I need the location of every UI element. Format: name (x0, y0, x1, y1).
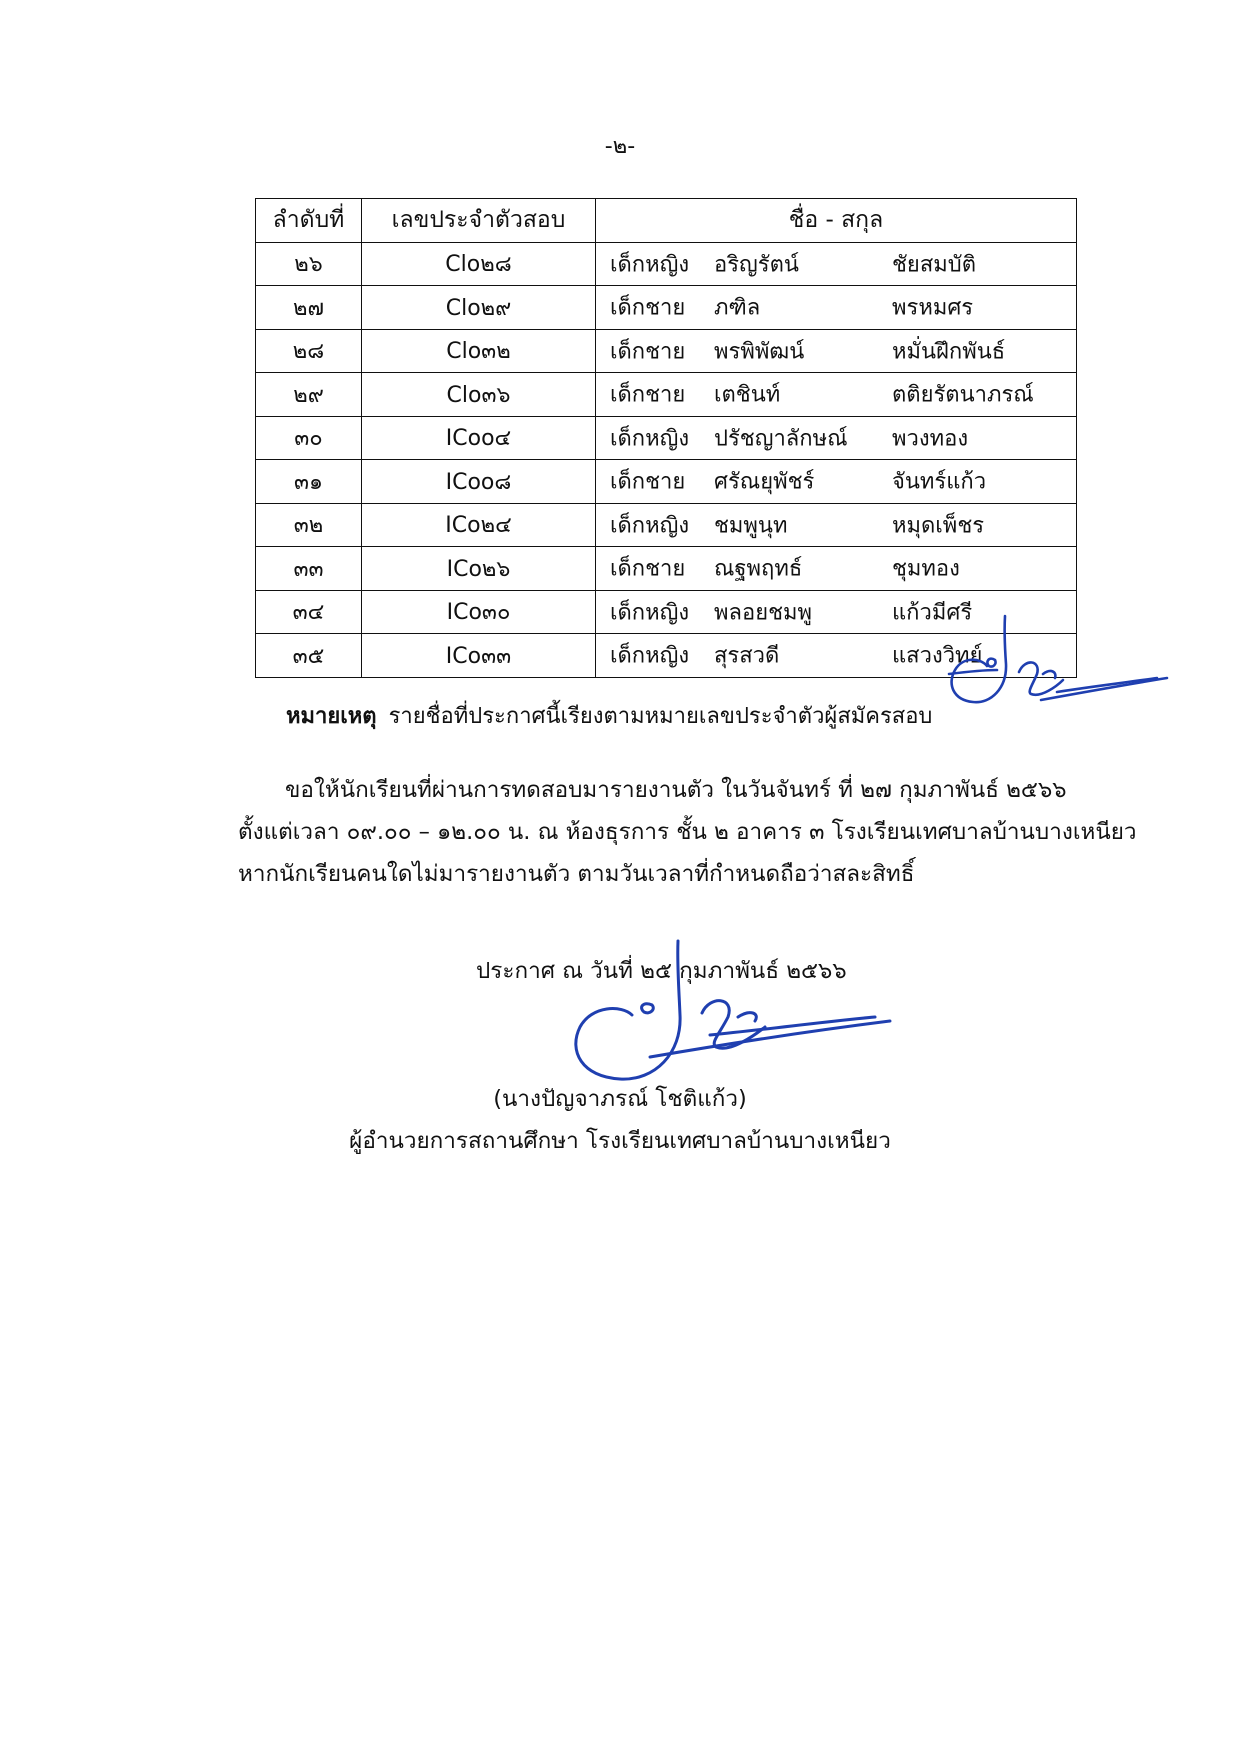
cell-full-name (596, 242, 1077, 286)
cell-no: ๓๕ (256, 634, 362, 678)
student-title: เด็กชาย (610, 295, 686, 321)
cell-exam-id: Clo๒๘ (362, 242, 596, 286)
body-line-2: ตั้งแต่เวลา ๐๙.๐๐ – ๑๒.๐๐ น. ณ ห้องธุรการ ชั้น ๒ อาคาร ๓ โรงเรียนเทศบาลบ้านบางเหนียว (238, 819, 1137, 845)
cell-no: ๓๔ (256, 590, 362, 634)
student-first-name: ณฐพฤทธ์ (714, 556, 803, 582)
student-title: เด็กชาย (610, 469, 686, 495)
cell-no: ๓๓ (256, 547, 362, 591)
announcement-date: ประกาศ ณ วันที่ ๒๕ กุมภาพันธ์ ๒๕๖๖ (476, 958, 847, 984)
table-row (256, 242, 1077, 286)
table-header-row (256, 199, 1077, 243)
cell-full-name (596, 503, 1077, 547)
student-last-name: จันทร์แก้ว (892, 469, 987, 495)
cell-full-name (596, 373, 1077, 417)
cell-no: ๒๙ (256, 373, 362, 417)
student-title: เด็กชาย (610, 382, 686, 408)
table-row (256, 286, 1077, 330)
cell-exam-id: ICo๓๐ (362, 590, 596, 634)
cell-exam-id: Clo๓๖ (362, 373, 596, 417)
cell-exam-id: ICo๒๔ (362, 503, 596, 547)
student-first-name: ปรัชญาลักษณ์ (714, 426, 848, 452)
cell-exam-id: ICo๒๖ (362, 547, 596, 591)
cell-exam-id: ICoo๔ (362, 416, 596, 460)
cell-exam-id: ICoo๘ (362, 460, 596, 504)
student-title: เด็กหญิง (610, 643, 690, 669)
student-last-name: พวงทอง (892, 426, 969, 452)
cell-exam-id: Clo๒๙ (362, 286, 596, 330)
table-row (256, 547, 1077, 591)
signer-name: (นางปัญจาภรณ์ โชติแก้ว) (493, 1086, 747, 1112)
cell-exam-id: Clo๓๒ (362, 329, 596, 373)
cell-exam-id: ICo๓๓ (362, 634, 596, 678)
student-first-name: ภฑิล (714, 295, 761, 321)
cell-no: ๓๐ (256, 416, 362, 460)
header-exam-id: เลขประจำตัวสอบ (362, 199, 596, 243)
student-first-name: พรพิพัฒน์ (714, 339, 805, 365)
student-first-name: อริญรัตน์ (714, 252, 799, 278)
student-title: เด็กหญิง (610, 600, 690, 626)
student-first-name: ศรัณยุพัชร์ (714, 469, 815, 495)
student-last-name: หมั่นฝึกพันธ์ (892, 339, 1006, 365)
note-label: หมายเหตุ (286, 704, 377, 729)
student-first-name: ชมพูนุท (714, 513, 788, 539)
student-first-name: เตชินท์ (714, 382, 781, 408)
signer-position: ผู้อำนวยการสถานศึกษา โรงเรียนเทศบาลบ้านบางเหนียว (349, 1128, 891, 1154)
student-title: เด็กชาย (610, 339, 686, 365)
student-title: เด็กหญิง (610, 513, 690, 539)
student-first-name: พลอยชมพู (714, 600, 813, 626)
header-full-name: ชื่อ - สกุล (596, 199, 1077, 243)
table-row (256, 416, 1077, 460)
table-row (256, 329, 1077, 373)
student-title: เด็กชาย (610, 556, 686, 582)
student-roster-table (255, 198, 1077, 678)
signature-image (560, 935, 920, 1085)
student-last-name: แสวงวิทย์ (892, 643, 983, 669)
cell-no: ๒๗ (256, 286, 362, 330)
cell-no: ๒๘ (256, 329, 362, 373)
student-last-name: ชัยสมบัติ (892, 252, 977, 278)
header-no: ลำดับที่ (256, 199, 362, 243)
note-text: รายชื่อที่ประกาศนี้เรียงตามหมายเลขประจำตัวผู้สมัครสอบ (388, 704, 933, 729)
cell-no: ๓๑ (256, 460, 362, 504)
cell-no: ๓๒ (256, 503, 362, 547)
cell-full-name (596, 416, 1077, 460)
table-row (256, 460, 1077, 504)
student-first-name: สุรสวดี (714, 643, 780, 669)
student-last-name: ตติยรัตนาภรณ์ (892, 382, 1034, 408)
cell-full-name (596, 460, 1077, 504)
cell-full-name (596, 286, 1077, 330)
table-row (256, 503, 1077, 547)
page-number: -๒- (604, 134, 636, 159)
student-last-name: พรหมศร (892, 295, 974, 321)
body-line-1: ขอให้นักเรียนที่ผ่านการทดสอบมารายงานตัว ในวันจันทร์ ที่ ๒๗ กุมภาพันธ์ ๒๕๖๖ (285, 777, 1067, 803)
note (286, 698, 932, 733)
student-last-name: หมุดเพ็ชร (892, 513, 985, 539)
cell-full-name (596, 329, 1077, 373)
student-last-name: ชุมทอง (892, 556, 960, 582)
cell-no: ๒๖ (256, 242, 362, 286)
student-title: เด็กหญิง (610, 426, 690, 452)
initials-signature-image (945, 612, 1170, 712)
body-line-3: หากนักเรียนคนใดไม่มารายงานตัว ตามวันเวลาที่กำหนดถือว่าสละสิทธิ์ (238, 861, 915, 887)
student-last-name: แก้วมีศรี (892, 600, 973, 626)
table-row (256, 373, 1077, 417)
student-title: เด็กหญิง (610, 252, 690, 278)
cell-full-name (596, 547, 1077, 591)
